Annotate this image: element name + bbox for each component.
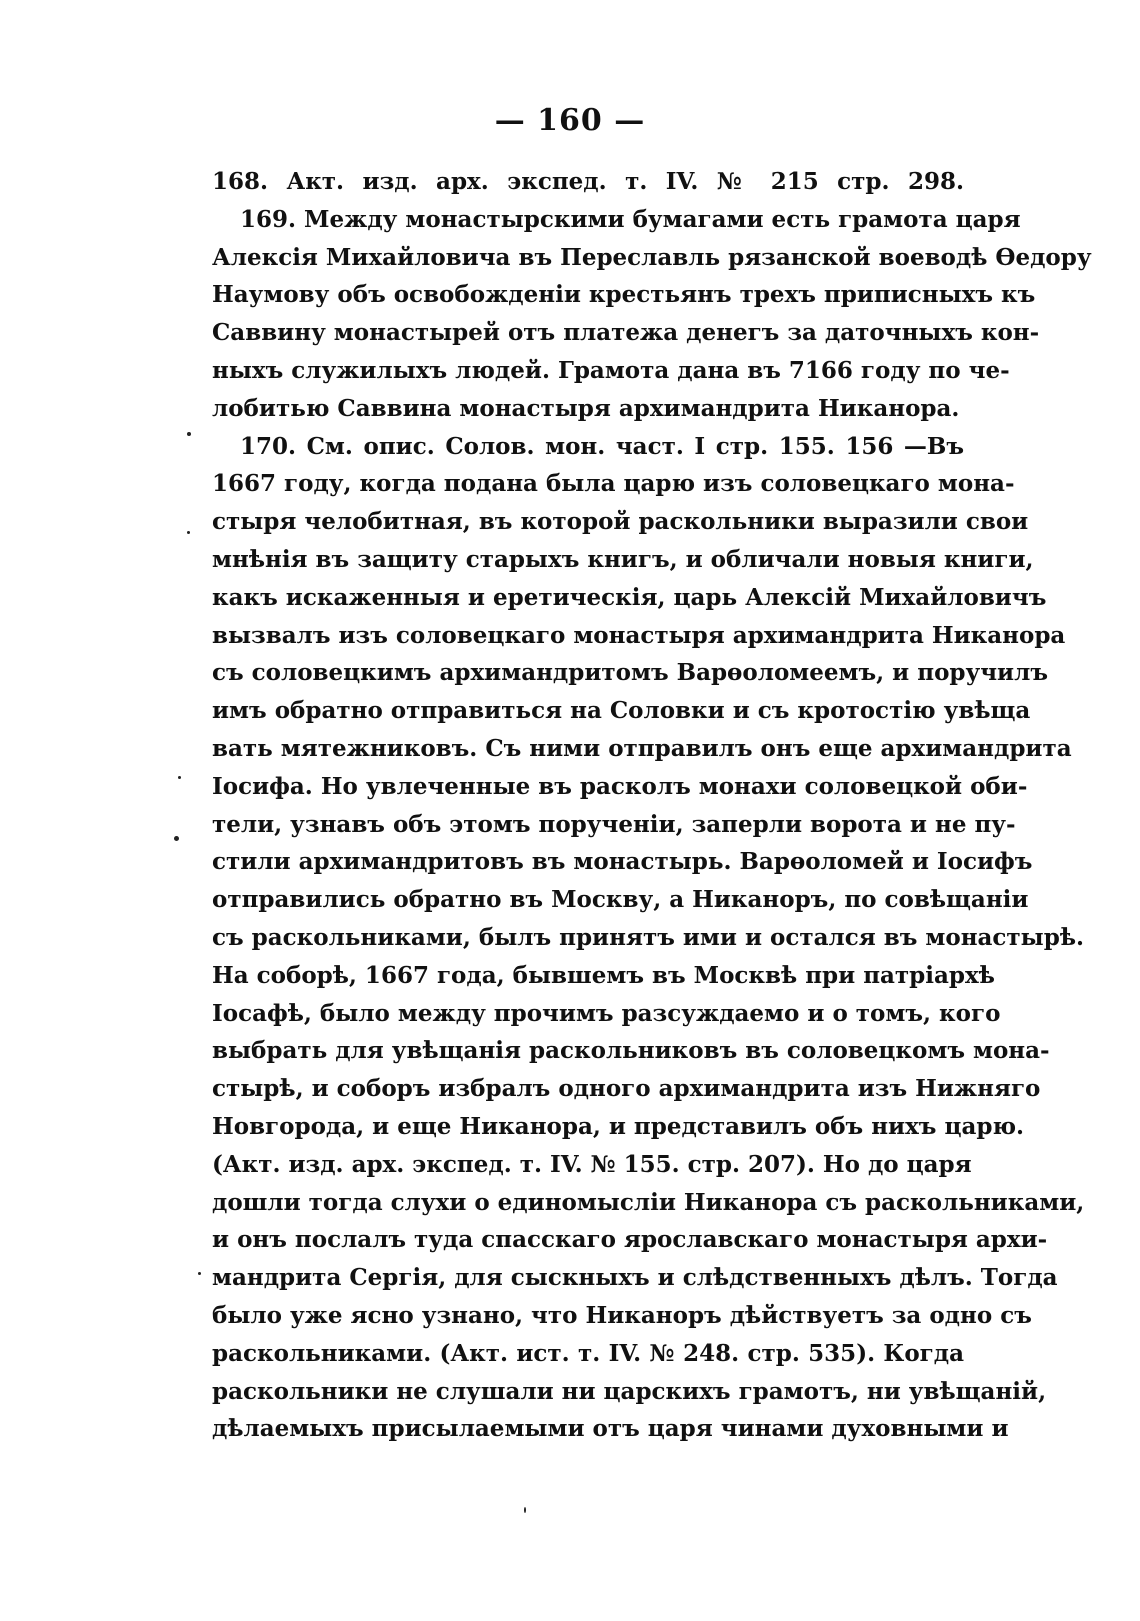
text-line: какъ искаженныя и еретическія, царь Алексій Михайловичъ bbox=[212, 583, 1047, 611]
scan-speck bbox=[178, 776, 181, 779]
scan-speck bbox=[198, 1272, 201, 1275]
text-line: мандрита Сергія, для сыскныхъ и слѣдственныхъ дѣлъ. Тогда bbox=[212, 1264, 1058, 1292]
text-line: выбрать для увѣщанія раскольниковъ въ соловецкомъ мона- bbox=[212, 1037, 1050, 1065]
text-line: На соборѣ, 1667 года, бывшемъ въ Москвѣ при патріархѣ bbox=[212, 961, 995, 989]
text-line: Іосифа. Но увлеченные въ расколъ монахи соловецкой оби- bbox=[212, 772, 1028, 800]
text-line: было уже ясно узнано, что Никаноръ дѣйствуетъ за одно съ bbox=[212, 1301, 1032, 1329]
text-line: Алексія Михайловича въ Переславль рязанской воеводѣ Өедору bbox=[212, 243, 1092, 271]
scan-speck bbox=[187, 531, 190, 534]
text-line: Новгорода, и еще Никанора, и представилъ объ нихъ царю. bbox=[212, 1112, 1025, 1140]
text-line: вать мятежниковъ. Съ ними отправилъ онъ еще архимандрита bbox=[212, 734, 1072, 762]
text-line: съ раскольниками, былъ принятъ ими и остался въ монастырѣ. bbox=[212, 923, 1085, 951]
text-line: раскольниками. (Акт. ист. т. IV. № 248. стр. 535). Когда bbox=[212, 1339, 964, 1367]
text-line: дошли тогда слухи о единомысліи Никанора съ раскольниками, bbox=[212, 1188, 1085, 1216]
text-line: Наумову объ освобожденіи крестьянъ трехъ приписныхъ къ bbox=[212, 281, 1036, 309]
text-line: раскольники не слушали ни царскихъ грамотъ, ни увѣщаній, bbox=[212, 1377, 1047, 1405]
scan-speck bbox=[524, 1507, 526, 1513]
text-line: стыря челобитная, въ которой раскольники выразили свои bbox=[212, 508, 1029, 536]
text-line: вызвалъ изъ соловецкаго монастыря архимандрита Никанора bbox=[212, 621, 1066, 649]
text-line: 168. Акт. изд. арх. экспед. т. IV. № 215 стр. 298. bbox=[212, 168, 964, 195]
text-line: стырѣ, и соборъ избралъ одного архимандрита изъ Нижняго bbox=[212, 1075, 1041, 1103]
text-line: 1667 году, когда подана была царю изъ соловецкаго мона- bbox=[212, 470, 1015, 498]
scan-speck bbox=[187, 432, 191, 436]
scan-speck bbox=[174, 836, 179, 841]
text-line: имъ обратно отправиться на Соловки и съ кротостію увѣща bbox=[212, 697, 1031, 725]
text-line: Іосафѣ, было между прочимъ разсуждаемо и о томъ, кого bbox=[212, 999, 1001, 1027]
page-number: — 160 — bbox=[494, 103, 646, 138]
text-line: и онъ послалъ туда спасскаго ярославскаго монастыря архи- bbox=[212, 1226, 1048, 1254]
text-line: тели, узнавъ объ этомъ порученіи, заперли ворота и не пу- bbox=[212, 810, 1016, 838]
text-line: дѣлаемыхъ присылаемыми отъ царя чинами духовными и bbox=[212, 1415, 1009, 1443]
text-line: лобитью Саввина монастыря архимандрита Никанора. bbox=[212, 394, 960, 422]
text-line: отправились обратно въ Москву, а Никаноръ, по совѣщаніи bbox=[212, 886, 1029, 914]
text-line: (Акт. изд. арх. экспед. т. IV. № 155. стр. 207). Но до царя bbox=[212, 1150, 972, 1178]
text-line: мнѣнія въ защиту старыхъ книгъ, и обличали новыя книги, bbox=[212, 545, 1034, 573]
text-line: 170. См. опис. Солов. мон. част. I стр. 155. 156 —Въ bbox=[240, 432, 964, 460]
text-line: ныхъ служилыхъ людей. Грамота дана въ 7166 году по че- bbox=[212, 356, 1010, 384]
footnotes-text bbox=[212, 163, 1092, 1448]
text-line: стили архимандритовъ въ монастырь. Варөоломей и Іосифъ bbox=[212, 848, 1033, 876]
text-line: съ соловецкимъ архимандритомъ Варөоломеемъ, и поручилъ bbox=[212, 659, 1048, 687]
text-line: Саввину монастырей отъ платежа денегъ за даточныхъ кон- bbox=[212, 319, 1040, 347]
text-line: 169. Между монастырскими бумагами есть грамота царя bbox=[240, 205, 1021, 233]
